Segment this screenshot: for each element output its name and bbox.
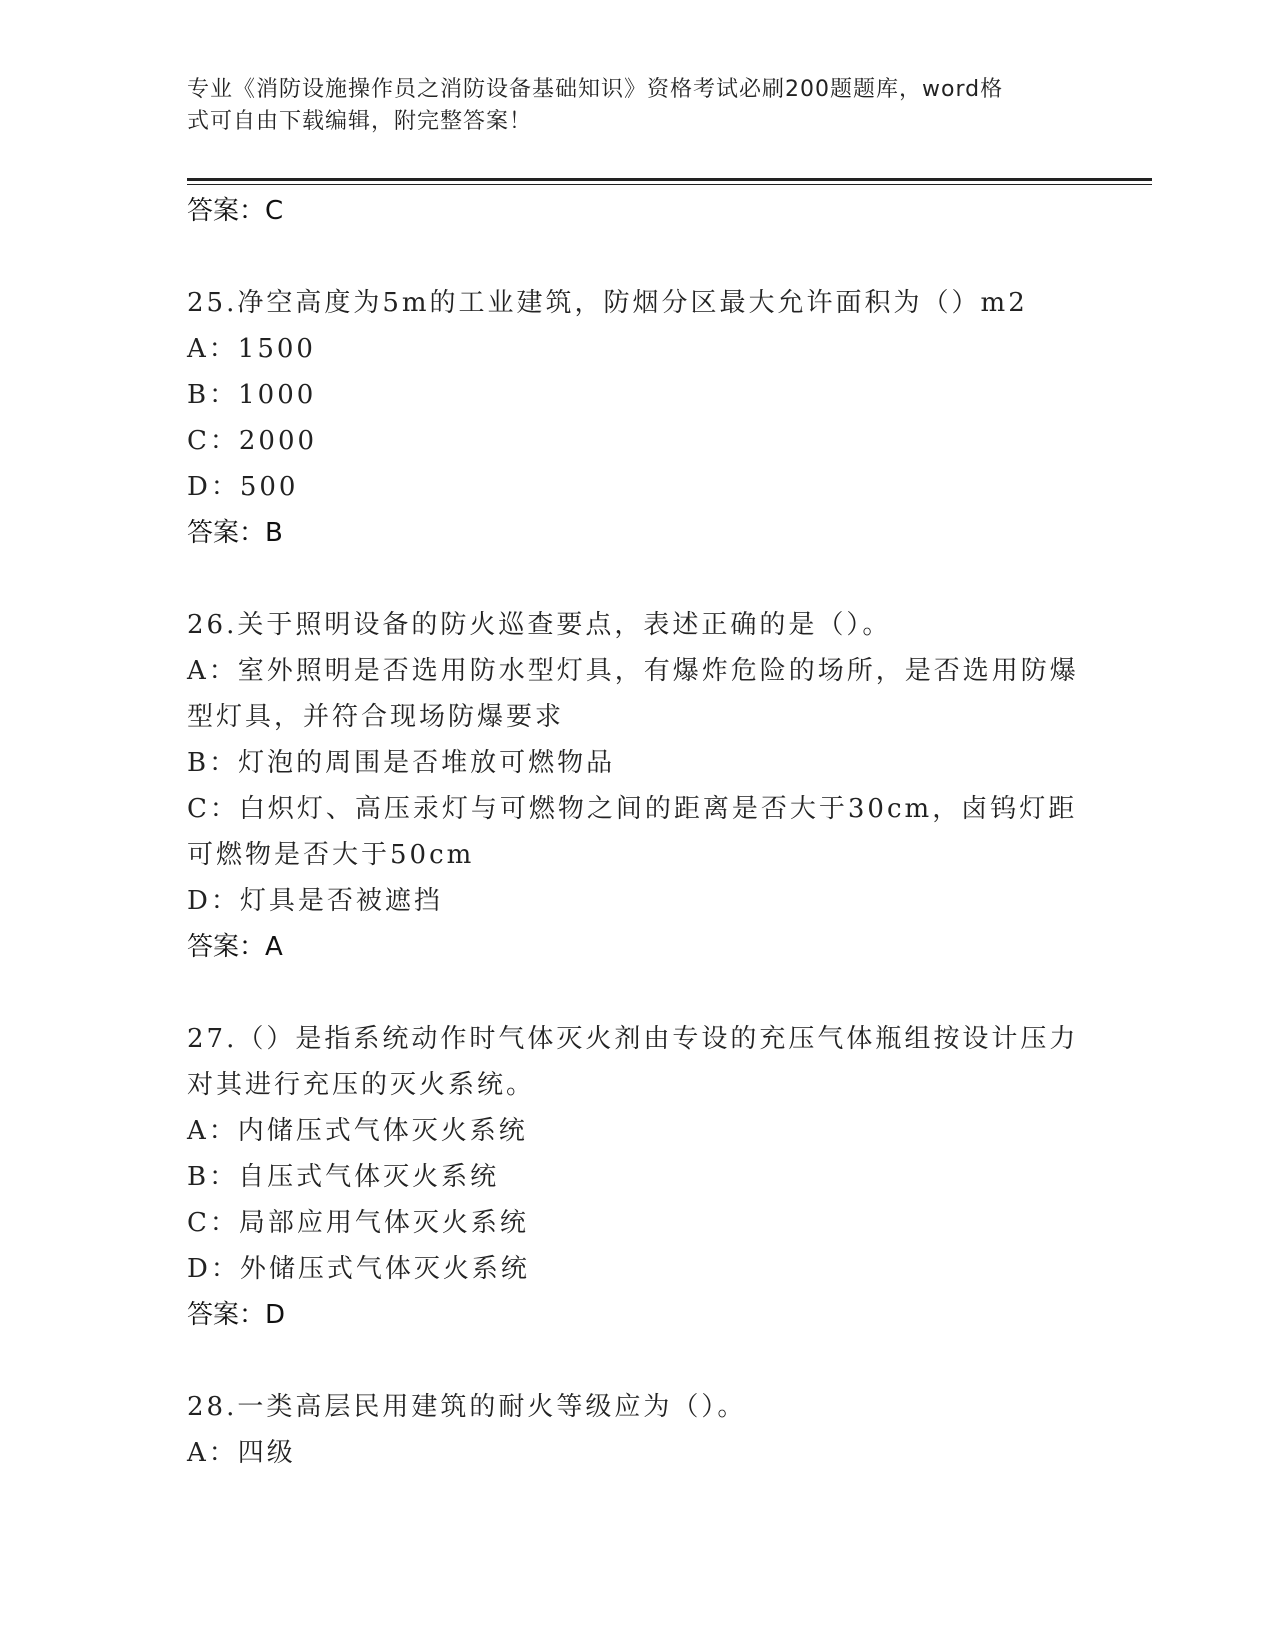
question-26-answer: 答案：A [187, 932, 283, 962]
header-line-2: 式可自由下载编辑，附完整答案！ [187, 109, 533, 134]
spacer [187, 556, 1087, 602]
question-27-option-d: D：外储压式气体灭火系统 [187, 1254, 530, 1284]
question-25 [187, 280, 1087, 556]
header-divider-thick [187, 178, 1152, 181]
question-27 [187, 1016, 1087, 1338]
question-26-option-c: C：白炽灯、高压汞灯与可燃物之间的距离是否大于30cm，卤钨灯距可燃物是否大于50cm [187, 794, 1078, 870]
header-line-1: 专业《消防设施操作员之消防设备基础知识》资格考试必刷200题题库，word格 [187, 77, 1004, 102]
question-28-text: 28.一类高层民用建筑的耐火等级应为（）。 [187, 1392, 747, 1422]
question-26-option-d: D：灯具是否被遮挡 [187, 886, 443, 916]
question-25-option-c: C：2000 [187, 426, 318, 456]
question-27-answer: 答案：D [187, 1300, 286, 1330]
question-26-text: 26.关于照明设备的防火巡查要点，表述正确的是（）。 [187, 610, 892, 640]
header-divider-thin [187, 184, 1152, 185]
spacer [187, 234, 1087, 280]
question-list [187, 188, 1087, 1476]
question-27-option-b: B：自压式气体灭火系统 [187, 1162, 500, 1192]
question-28-option-a: A：四级 [187, 1438, 296, 1468]
question-27-text: 27.（）是指系统动作时气体灭火剂由专设的充压气体瓶组按设计压力对其进行充压的灭火系统。 [187, 1024, 1079, 1100]
spacer [187, 1338, 1087, 1384]
question-27-option-c: C：局部应用气体灭火系统 [187, 1208, 529, 1238]
answer-previous: 答案：C [187, 196, 284, 226]
question-25-option-b: B：1000 [187, 380, 317, 410]
spacer [187, 970, 1087, 1016]
question-26-option-b: B：灯泡的周围是否堆放可燃物品 [187, 748, 616, 778]
question-25-option-d: D：500 [187, 472, 299, 502]
question-25-text: 25.净空高度为5m的工业建筑，防烟分区最大允许面积为（）m2 [187, 288, 1028, 318]
question-27-option-a: A：内储压式气体灭火系统 [187, 1116, 528, 1146]
document-header [187, 74, 1087, 138]
question-28 [187, 1384, 1087, 1476]
question-26 [187, 602, 1087, 970]
question-25-option-a: A：1500 [187, 334, 316, 364]
question-26-option-a: A：室外照明是否选用防水型灯具，有爆炸危险的场所，是否选用防爆型灯具，并符合现场防爆要求 [187, 656, 1079, 732]
question-25-answer: 答案：B [187, 518, 283, 548]
